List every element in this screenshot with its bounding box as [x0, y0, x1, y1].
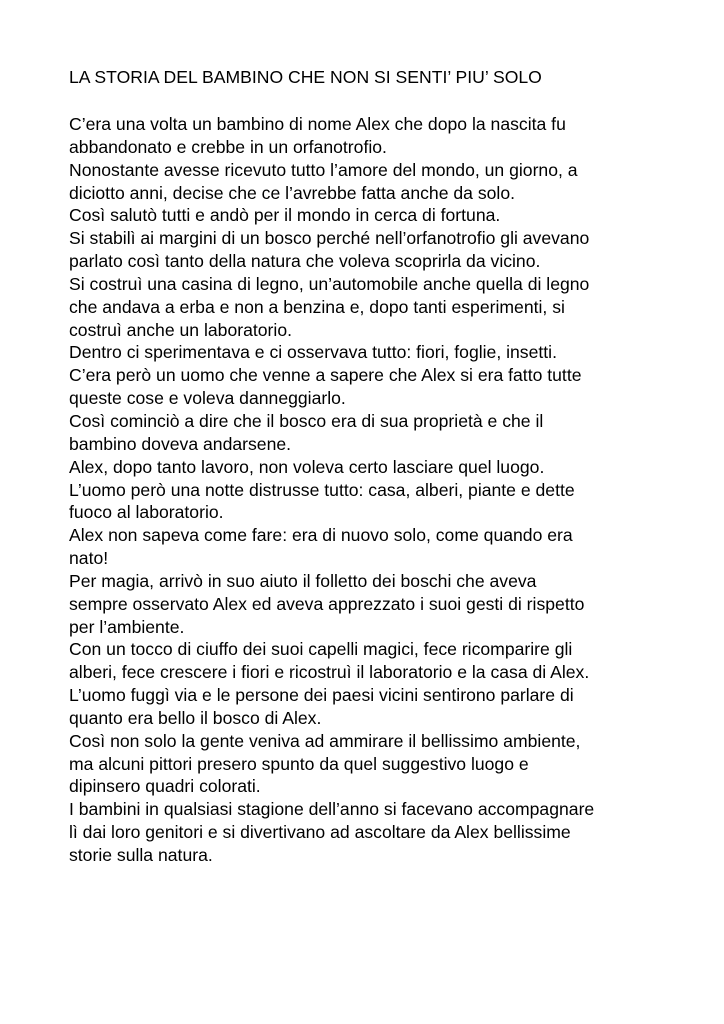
text-line: C’era però un uomo che venne a sapere che Alex si era fatto tutte	[69, 365, 582, 386]
text-line: Per magia, arrivò in suo aiuto il folletto dei boschi che aveva	[69, 570, 537, 591]
text-line: alberi, fece crescere i fiori e ricostruì il laboratorio e la casa di Alex.	[69, 662, 590, 683]
text-line: abbandonato e crebbe in un orfanotrofio.	[69, 136, 387, 157]
text-line: ma alcuni pittori presero spunto da quel suggestivo luogo e	[69, 753, 529, 774]
text-line: per l’ambiente.	[69, 616, 185, 637]
text-line: L’uomo fuggì via e le persone dei paesi vicini sentirono parlare di	[69, 685, 574, 706]
text-line: sempre osservato Alex ed aveva apprezzato i suoi gesti di rispetto	[69, 593, 585, 614]
text-line: Così cominciò a dire che il bosco era di sua proprietà e che il	[69, 410, 544, 431]
text-line: Dentro ci sperimentava e ci osservava tutto: fiori, foglie, insetti.	[69, 342, 557, 363]
text-line: Così salutò tutti e andò per il mondo in cerca di fortuna.	[69, 205, 501, 226]
text-line: storie sulla natura.	[69, 845, 213, 865]
text-line: Alex, dopo tanto lavoro, non voleva certo lasciare quel luogo.	[69, 456, 545, 477]
text-line: Con un tocco di ciuffo dei suoi capelli magici, fece ricomparire gli	[69, 639, 573, 660]
text-line: Si stabilì ai margini di un bosco perché nell’orfanotrofio gli avevano	[69, 228, 590, 249]
text-line: quanto era bello il bosco di Alex.	[69, 707, 322, 728]
text-line: I bambini in qualsiasi stagione dell’anno si facevano accompagnare	[69, 799, 595, 820]
text-line: Nonostante avesse ricevuto tutto l’amore del mondo, un giorno, a	[69, 159, 578, 180]
text-line: Così non solo la gente veniva ad ammirare il bellissimo ambiente,	[69, 730, 581, 751]
text-line: diciotto anni, decise che ce l’avrebbe fatta anche da solo.	[69, 182, 515, 203]
text-line: costruì anche un laboratorio.	[69, 319, 292, 340]
text-line: L’uomo però una notte distrusse tutto: casa, alberi, piante e dette	[69, 479, 575, 500]
story-body	[69, 113, 594, 867]
text-line: queste cose e voleva danneggiarlo.	[69, 388, 346, 409]
text-line: fuoco al laboratorio.	[69, 502, 224, 523]
text-line: che andava a erba e non a benzina e, dopo tanti esperimenti, si	[69, 296, 565, 317]
text-line: parlato così tanto della natura che voleva scoprirla da vicino.	[69, 251, 541, 272]
text-line: Si costruì una casina di legno, un’automobile anche quella di legno	[69, 273, 590, 294]
text-line: lì dai loro genitori e si divertivano ad ascoltare da Alex bellissime	[69, 822, 571, 843]
text-line: C’era una volta un bambino di nome Alex che dopo la nascita fu	[69, 114, 566, 134]
text-line: Alex non sapeva come fare: era di nuovo solo, come quando era	[69, 525, 573, 546]
document-title: LA STORIA DEL BAMBINO CHE NON SI SENTI’ PIU’ SOLO	[69, 67, 542, 87]
text-line: dipinsero quadri colorati.	[69, 776, 261, 797]
text-line: bambino doveva andarsene.	[69, 433, 292, 454]
text-line: nato!	[69, 548, 109, 569]
